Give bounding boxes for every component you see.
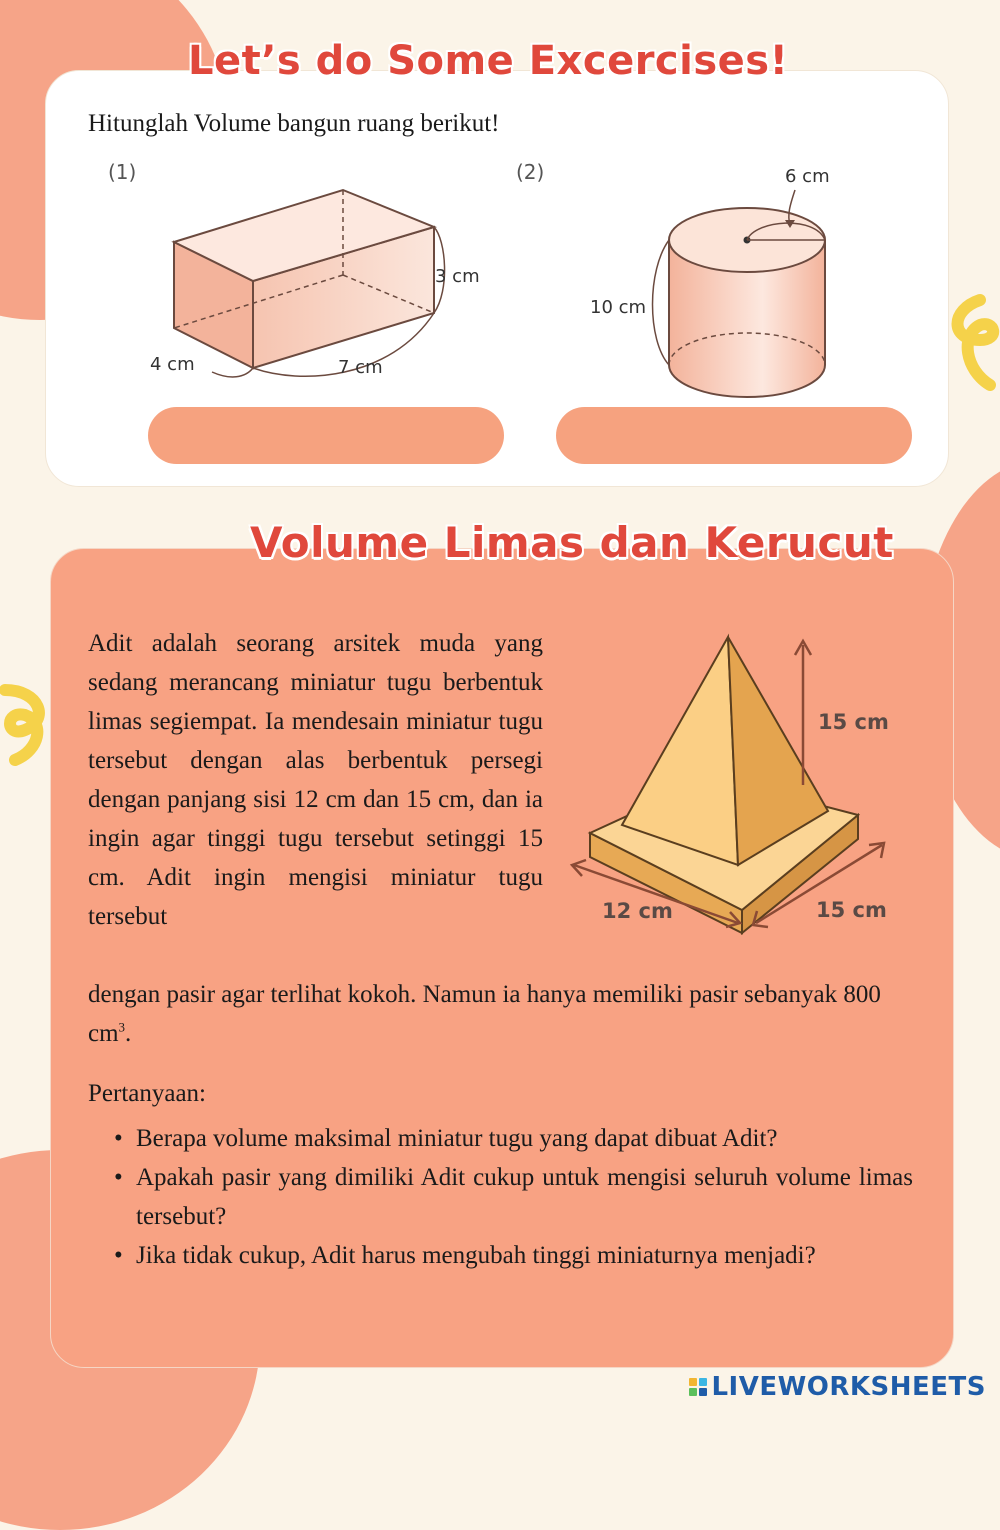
pyramid-figure [560, 625, 900, 935]
section-title: Volume Limas dan Kerucut [250, 518, 894, 567]
figure-2-number: (2) [516, 160, 545, 184]
squiggle-decoration-right [940, 290, 1000, 400]
cylinder-figure [585, 160, 855, 405]
exercise-instruction: Hitunglah Volume bangun ruang berikut! [88, 110, 500, 137]
exercises-title: Let’s do Some Excercises! [188, 38, 789, 84]
answer-field-2[interactable] [556, 407, 912, 464]
unit-exponent: 3 [118, 1019, 126, 1035]
story-text-end: . [125, 1020, 132, 1047]
story-text-rest: dengan pasir agar terlihat kokoh. Namun ia hanya memiliki pasir sebanyak 800 cm [88, 981, 881, 1047]
prism-width-label: 4 cm [150, 354, 195, 375]
brand-name: LIVEWORKSHEETS [711, 1372, 986, 1402]
story-text: Adit adalah seorang arsitek muda yang sedang merancang miniatur tugu berbentuk limas segiempat. Ia mendesain miniatur tugu tersebut dengan alas berbentuk persegi dengan panjang sisi 12 cm dan 15 cm, dan ia ingin agar tinggi tugu tersebut setinggi 15 cm. Adit ingin mengisi miniatur tugu tersebut [88, 630, 543, 930]
question-item: • Jika tidak cukup, Adit harus mengubah tinggi miniaturnya menjadi? [136, 1236, 913, 1275]
rectangular-prism-figure [140, 180, 500, 390]
liveworksheets-icon [689, 1378, 707, 1396]
cylinder-radius-label: 6 cm [785, 166, 830, 187]
liveworksheets-logo[interactable] [689, 1372, 986, 1402]
questions-heading: Pertanyaan: [88, 1080, 207, 1107]
figure-1-number: (1) [108, 160, 137, 184]
prism-height-label: 3 cm [435, 266, 480, 287]
story-text-continued [88, 975, 888, 1053]
cylinder-height-label: 10 cm [590, 297, 647, 318]
question-list [136, 1119, 913, 1275]
question-item: • Apakah pasir yang dimiliki Adit cukup untuk mengisi seluruh volume limas tersebut? [136, 1158, 913, 1236]
question-item: • Berapa volume maksimal miniatur tugu yang dapat dibuat Adit? [136, 1119, 913, 1158]
pyramid-height-label: 15 cm [818, 710, 889, 734]
answer-field-1[interactable] [148, 407, 504, 464]
prism-length-label: 7 cm [338, 357, 383, 378]
pyramid-base-b-label: 15 cm [816, 898, 887, 922]
pyramid-base-a-label: 12 cm [602, 899, 673, 923]
